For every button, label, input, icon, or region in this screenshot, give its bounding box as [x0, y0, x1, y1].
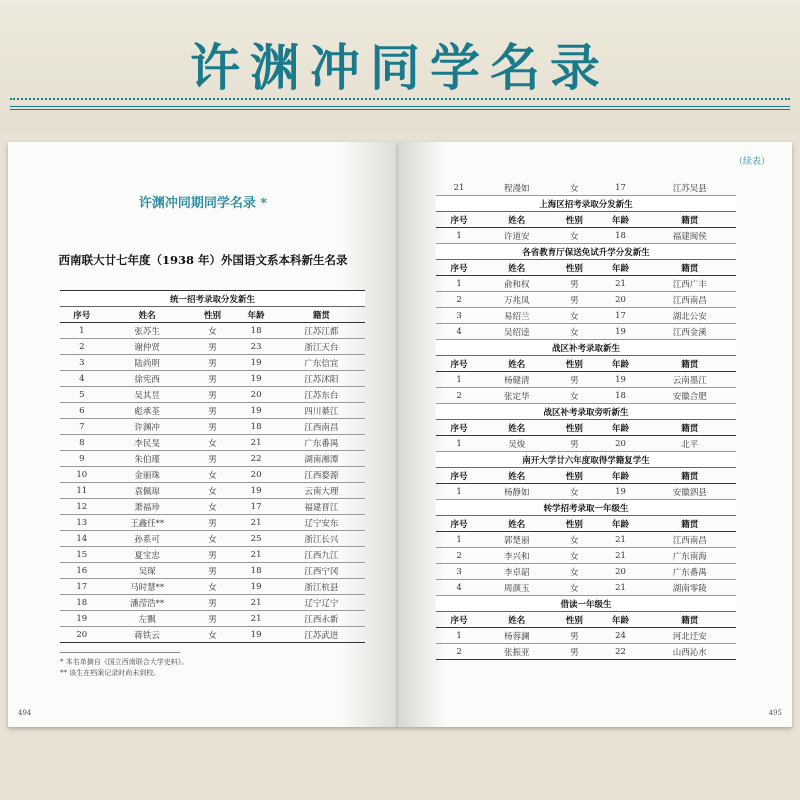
- footnote: ** 该生在档案记录时尚未到校。: [60, 669, 161, 677]
- table-row: [436, 532, 736, 548]
- table-cell: 徐宪西: [104, 371, 191, 387]
- table-cell: 女: [551, 228, 597, 244]
- table-cell: 18: [234, 419, 278, 435]
- table-row: [60, 339, 365, 355]
- table-cell: 性别: [551, 516, 597, 532]
- table-row: [60, 595, 365, 611]
- section-title: 转学招考录取一年级生: [436, 500, 736, 516]
- table-cell: 江苏江都: [278, 323, 365, 339]
- table-cell: 姓名: [104, 307, 191, 323]
- table-cell: 2: [60, 339, 104, 355]
- section-title: 统一招考录取分发新生: [60, 291, 365, 307]
- table-cell: 广东番禺: [644, 564, 736, 580]
- table-row: [60, 419, 365, 435]
- table-cell: 籍贯: [644, 612, 736, 628]
- table-cell: 姓名: [482, 260, 551, 276]
- table-row: [436, 292, 736, 308]
- table-cell: 金丽珠: [104, 467, 191, 483]
- table-cell: 男: [191, 339, 235, 355]
- table-cell: 女: [551, 564, 597, 580]
- header-row: [436, 356, 736, 372]
- open-book: [0, 142, 800, 727]
- section-row: [436, 340, 736, 356]
- table-cell: 四川綦江: [278, 403, 365, 419]
- table-cell: 北平: [644, 436, 736, 452]
- table-row: [436, 628, 736, 644]
- table-cell: 19: [234, 403, 278, 419]
- table-cell: 19: [234, 483, 278, 499]
- table-cell: 16: [60, 563, 104, 579]
- table-cell: 性别: [191, 307, 235, 323]
- table-cell: 彪承荃: [104, 403, 191, 419]
- table-row: [60, 451, 365, 467]
- table-row: [60, 435, 365, 451]
- table-cell: 辽宁安东: [278, 515, 365, 531]
- left-page: [8, 142, 398, 727]
- table-cell: 20: [234, 467, 278, 483]
- table-cell: 男: [551, 644, 597, 660]
- table-row: [60, 611, 365, 627]
- table-cell: 22: [597, 644, 643, 660]
- table-cell: 10: [60, 467, 104, 483]
- table-cell: 吴焌: [482, 436, 551, 452]
- table-cell: 女: [191, 323, 235, 339]
- table-cell: 男: [191, 563, 235, 579]
- table-cell: 李卓韶: [482, 564, 551, 580]
- table-cell: 姓名: [482, 516, 551, 532]
- table-cell: 17: [60, 579, 104, 595]
- table-cell: 万兆凤: [482, 292, 551, 308]
- table-cell: 序号: [436, 468, 482, 484]
- table-cell: 广东番禺: [278, 435, 365, 451]
- table-cell: 浙江长兴: [278, 531, 365, 547]
- table-cell: 男: [551, 292, 597, 308]
- table-cell: 1: [436, 372, 482, 388]
- table-cell: 江西婺源: [278, 467, 365, 483]
- table-cell: 年龄: [597, 260, 643, 276]
- table-row: [60, 563, 365, 579]
- table-cell: 潘滢浩**: [104, 595, 191, 611]
- table-row: [60, 355, 365, 371]
- table-cell: 江西永新: [278, 611, 365, 627]
- table-cell: 女: [191, 467, 235, 483]
- table-cell: 湖北公安: [644, 308, 736, 324]
- table-cell: 23: [234, 339, 278, 355]
- table-cell: 男: [191, 371, 235, 387]
- table-cell: 4: [436, 324, 482, 340]
- table-row: [436, 324, 736, 340]
- table-cell: 男: [191, 611, 235, 627]
- table-row: [60, 483, 365, 499]
- table-cell: 15: [60, 547, 104, 563]
- table-cell: 周颜玉: [482, 580, 551, 596]
- table-cell: 19: [234, 355, 278, 371]
- table-cell: 女: [551, 308, 597, 324]
- table-cell: 安徽泗县: [644, 484, 736, 500]
- table-cell: 易绍兰: [482, 308, 551, 324]
- table-cell: 男: [191, 547, 235, 563]
- section-row: [436, 452, 736, 468]
- table-cell: 21: [234, 611, 278, 627]
- footnote: * 本名单摘自《国立西南联合大学史料》。: [60, 658, 189, 666]
- table-cell: 籍贯: [644, 516, 736, 532]
- table-row: [60, 547, 365, 563]
- table-cell: 21: [436, 180, 482, 196]
- right-roster-table: [436, 180, 736, 660]
- table-cell: 浙江杭县: [278, 579, 365, 595]
- footnotes: [60, 652, 189, 679]
- table-cell: 1: [436, 228, 482, 244]
- table-cell: 20: [597, 436, 643, 452]
- table-cell: 山西沁水: [644, 644, 736, 660]
- table-cell: 袁佩琼: [104, 483, 191, 499]
- banner-title: 许渊冲同学名录: [190, 39, 610, 97]
- table-cell: 籍贯: [644, 212, 736, 228]
- table-row: [60, 515, 365, 531]
- table-row: [60, 627, 365, 643]
- table-cell: 19: [597, 372, 643, 388]
- table-cell: 女: [191, 579, 235, 595]
- table-cell: 序号: [60, 307, 104, 323]
- table-row: [60, 467, 365, 483]
- table-cell: 江苏武进: [278, 627, 365, 643]
- table-cell: 21: [597, 532, 643, 548]
- table-cell: 18: [597, 388, 643, 404]
- table-cell: 19: [60, 611, 104, 627]
- table-cell: 序号: [436, 612, 482, 628]
- header-row: [436, 420, 736, 436]
- table-cell: 18: [234, 323, 278, 339]
- section-title: 上海区招考录取分发新生: [436, 196, 736, 212]
- section-title: 借读一年级生: [436, 596, 736, 612]
- header-row: [436, 212, 736, 228]
- table-cell: 21: [597, 548, 643, 564]
- table-cell: 1: [436, 532, 482, 548]
- table-cell: 序号: [436, 260, 482, 276]
- table-cell: 湖南湘潭: [278, 451, 365, 467]
- table-cell: 21: [234, 595, 278, 611]
- table-row: [60, 323, 365, 339]
- table-row: [436, 372, 736, 388]
- page-number: 494: [18, 709, 32, 717]
- banner-divider-dotted: [10, 98, 790, 100]
- table-cell: 女: [191, 499, 235, 515]
- table-cell: 年龄: [597, 212, 643, 228]
- table-cell: 张振亚: [482, 644, 551, 660]
- table-cell: 王鑫任**: [104, 515, 191, 531]
- table-cell: 湖南零陵: [644, 580, 736, 596]
- table-cell: 1: [436, 628, 482, 644]
- table-cell: 蒋铁云: [104, 627, 191, 643]
- table-cell: 19: [234, 579, 278, 595]
- table-cell: 19: [234, 627, 278, 643]
- table-cell: 男: [551, 436, 597, 452]
- table-cell: 许道安: [482, 228, 551, 244]
- header-row: [436, 516, 736, 532]
- table-cell: 1: [436, 484, 482, 500]
- table-cell: 序号: [436, 420, 482, 436]
- table-row: [436, 564, 736, 580]
- table-cell: 性别: [551, 468, 597, 484]
- table-row: [60, 499, 365, 515]
- table-cell: 年龄: [597, 420, 643, 436]
- table-cell: 14: [60, 531, 104, 547]
- table-cell: 江西金溪: [644, 324, 736, 340]
- table-cell: 女: [191, 483, 235, 499]
- table-cell: 河北迁安: [644, 628, 736, 644]
- table-cell: 江西广丰: [644, 276, 736, 292]
- table-row: [60, 579, 365, 595]
- table-cell: 男: [551, 628, 597, 644]
- table-cell: 18: [234, 563, 278, 579]
- table-cell: 江苏吴县: [644, 180, 736, 196]
- left-roster-table: [60, 290, 365, 643]
- table-cell: 吴绍逵: [482, 324, 551, 340]
- table-cell: 籍贯: [644, 468, 736, 484]
- table-cell: 女: [191, 435, 235, 451]
- table-caption: 西南联大廿七年度（1938 年）外国语文系本科新生名录: [58, 253, 348, 267]
- table-cell: 云南墨江: [644, 372, 736, 388]
- table-cell: 籍贯: [644, 356, 736, 372]
- header-row: [436, 612, 736, 628]
- table-cell: 序号: [436, 356, 482, 372]
- table-row: [436, 436, 736, 452]
- table-cell: 李民旻: [104, 435, 191, 451]
- table-cell: 广东信宜: [278, 355, 365, 371]
- table-cell: 浙江天台: [278, 339, 365, 355]
- table-cell: 8: [60, 435, 104, 451]
- section-title: 战区补考录取新生: [436, 340, 736, 356]
- table-cell: 朱伯瑾: [104, 451, 191, 467]
- table-row: [60, 403, 365, 419]
- table-cell: 20: [60, 627, 104, 643]
- table-cell: 江苏沭阳: [278, 371, 365, 387]
- table-cell: 19: [597, 484, 643, 500]
- table-cell: 姓名: [482, 468, 551, 484]
- table-cell: 4: [436, 580, 482, 596]
- table-cell: 19: [597, 324, 643, 340]
- table-cell: 18: [60, 595, 104, 611]
- table-cell: 杨静如: [482, 484, 551, 500]
- table-cell: 7: [60, 419, 104, 435]
- banner: [0, 0, 800, 135]
- section-row: [436, 500, 736, 516]
- table-cell: 籍贯: [644, 260, 736, 276]
- table-cell: 13: [60, 515, 104, 531]
- table-cell: 5: [60, 387, 104, 403]
- table-row: [436, 308, 736, 324]
- header-row: [436, 260, 736, 276]
- section-title: 战区补考录取旁听新生: [436, 404, 736, 420]
- table-cell: 江西南昌: [644, 292, 736, 308]
- table-cell: 18: [597, 228, 643, 244]
- banner-divider-double: [10, 106, 790, 110]
- table-row: [60, 371, 365, 387]
- table-cell: 杨健清: [482, 372, 551, 388]
- table-cell: 女: [191, 627, 235, 643]
- table-cell: 12: [60, 499, 104, 515]
- table-row: [60, 531, 365, 547]
- table-cell: 女: [551, 388, 597, 404]
- header-row: [436, 468, 736, 484]
- table-cell: 江西南昌: [278, 419, 365, 435]
- table-cell: 17: [234, 499, 278, 515]
- page-number: 495: [768, 709, 782, 717]
- table-cell: 萧福珍: [104, 499, 191, 515]
- table-row: [436, 180, 736, 196]
- table-cell: 性别: [551, 612, 597, 628]
- table-cell: 郭楚丽: [482, 532, 551, 548]
- table-cell: 男: [191, 595, 235, 611]
- table-cell: 李兴和: [482, 548, 551, 564]
- section-row: [436, 196, 736, 212]
- table-cell: 序号: [436, 212, 482, 228]
- table-cell: 21: [234, 435, 278, 451]
- table-cell: 福建闽侯: [644, 228, 736, 244]
- table-cell: 张定华: [482, 388, 551, 404]
- table-cell: 福建晋江: [278, 499, 365, 515]
- table-cell: 年龄: [597, 356, 643, 372]
- table-cell: 性别: [551, 260, 597, 276]
- section-row: [436, 244, 736, 260]
- table-cell: 男: [191, 451, 235, 467]
- table-cell: 11: [60, 483, 104, 499]
- table-cell: 江西宁冈: [278, 563, 365, 579]
- table-cell: 21: [597, 276, 643, 292]
- table-cell: 杨蓉澜: [482, 628, 551, 644]
- table-cell: 男: [191, 515, 235, 531]
- table-cell: 9: [60, 451, 104, 467]
- table-cell: 19: [234, 371, 278, 387]
- table-cell: 性别: [551, 356, 597, 372]
- table-cell: 俞和权: [482, 276, 551, 292]
- table-cell: 姓名: [482, 212, 551, 228]
- table-cell: 江西九江: [278, 547, 365, 563]
- table-cell: 孙系可: [104, 531, 191, 547]
- table-cell: 25: [234, 531, 278, 547]
- table-cell: 吴琛: [104, 563, 191, 579]
- section-row: [60, 291, 365, 307]
- table-cell: 陆尚明: [104, 355, 191, 371]
- table-cell: 男: [551, 372, 597, 388]
- table-cell: 谢仲贤: [104, 339, 191, 355]
- table-cell: 江苏东台: [278, 387, 365, 403]
- header-row: [60, 307, 365, 323]
- table-row: [436, 228, 736, 244]
- right-page: [398, 142, 792, 727]
- table-cell: 姓名: [482, 612, 551, 628]
- table-cell: 3: [436, 308, 482, 324]
- table-cell: 籍贯: [644, 420, 736, 436]
- table-cell: 21: [597, 580, 643, 596]
- table-cell: 江西南昌: [644, 532, 736, 548]
- table-cell: 广东南海: [644, 548, 736, 564]
- table-cell: 安徽合肥: [644, 388, 736, 404]
- table-cell: 姓名: [482, 356, 551, 372]
- table-cell: 1: [60, 323, 104, 339]
- table-cell: 序号: [436, 516, 482, 532]
- table-cell: 年龄: [597, 612, 643, 628]
- table-cell: 女: [551, 548, 597, 564]
- table-cell: 20: [597, 564, 643, 580]
- section-title: 南开大学廿六年度取得学籍复学生: [436, 452, 736, 468]
- table-cell: 20: [234, 387, 278, 403]
- table-cell: 女: [551, 580, 597, 596]
- table-cell: 20: [597, 292, 643, 308]
- table-cell: 男: [551, 276, 597, 292]
- table-cell: 17: [597, 308, 643, 324]
- table-row: [436, 276, 736, 292]
- table-cell: 17: [597, 180, 643, 196]
- table-row: [436, 644, 736, 660]
- table-cell: 21: [234, 547, 278, 563]
- table-row: [436, 580, 736, 596]
- table-cell: 女: [551, 484, 597, 500]
- section-row: [436, 596, 736, 612]
- table-cell: 24: [597, 628, 643, 644]
- table-cell: 3: [436, 564, 482, 580]
- table-cell: 男: [191, 403, 235, 419]
- table-cell: 男: [191, 387, 235, 403]
- table-cell: 马时慧**: [104, 579, 191, 595]
- section-row: [436, 404, 736, 420]
- table-cell: 女: [551, 180, 597, 196]
- table-cell: 夏宝忠: [104, 547, 191, 563]
- table-cell: 左飘: [104, 611, 191, 627]
- table-cell: 21: [234, 515, 278, 531]
- table-cell: 2: [436, 548, 482, 564]
- continued-label: （续表）: [733, 157, 770, 167]
- table-cell: 程漫如: [482, 180, 551, 196]
- table-cell: 男: [191, 355, 235, 371]
- table-cell: 年龄: [597, 516, 643, 532]
- table-cell: 2: [436, 644, 482, 660]
- section-title: 各省教育厅保送免试升学分发新生: [436, 244, 736, 260]
- table-cell: 男: [191, 419, 235, 435]
- table-cell: 6: [60, 403, 104, 419]
- table-cell: 2: [436, 388, 482, 404]
- table-cell: 吴其昱: [104, 387, 191, 403]
- table-row: [436, 388, 736, 404]
- table-cell: 张苏生: [104, 323, 191, 339]
- table-cell: 女: [551, 324, 597, 340]
- table-cell: 22: [234, 451, 278, 467]
- table-cell: 3: [60, 355, 104, 371]
- table-cell: 1: [436, 276, 482, 292]
- table-cell: 性别: [551, 212, 597, 228]
- table-cell: 4: [60, 371, 104, 387]
- table-cell: 许渊冲: [104, 419, 191, 435]
- table-row: [60, 387, 365, 403]
- table-cell: 女: [551, 532, 597, 548]
- table-cell: 年龄: [597, 468, 643, 484]
- table-cell: 1: [436, 436, 482, 452]
- table-cell: 2: [436, 292, 482, 308]
- table-cell: 辽宁辽宁: [278, 595, 365, 611]
- table-cell: 姓名: [482, 420, 551, 436]
- table-cell: 籍贯: [278, 307, 365, 323]
- table-cell: 云南大理: [278, 483, 365, 499]
- table-cell: 年龄: [234, 307, 278, 323]
- table-row: [436, 484, 736, 500]
- page-heading: 许渊冲同期同学名录 *: [138, 196, 268, 211]
- table-cell: 性别: [551, 420, 597, 436]
- table-row: [436, 548, 736, 564]
- table-cell: 女: [191, 531, 235, 547]
